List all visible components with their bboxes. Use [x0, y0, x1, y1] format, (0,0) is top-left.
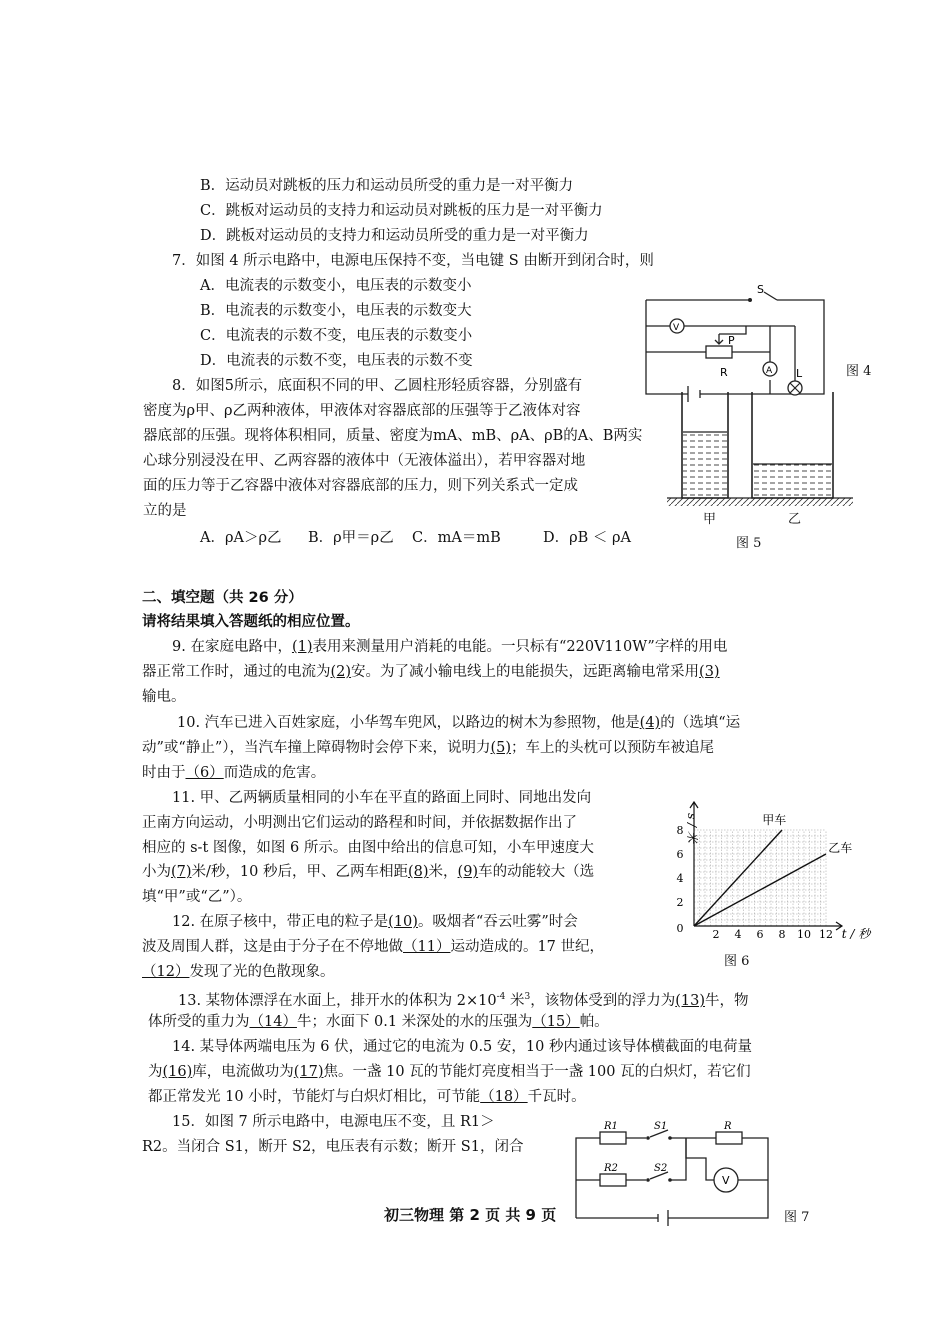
q11-line-2: 正南方向运动，小明测出它们运动的路程和时间，并依据数据作出了 [142, 815, 577, 831]
q10-line-3: 时由于（6）而造成的危害。 [142, 765, 326, 781]
blank-2: (2) [330, 664, 352, 680]
y-tick-label: 6 [676, 848, 684, 861]
blank-9: (9) [457, 864, 479, 880]
fig7-label-r2: R2 [604, 1163, 618, 1174]
q8-line-5: 面的压力等于乙容器中液体对容器底部的压力，则下列关系式一定成 [143, 478, 578, 494]
q7-option-b: B．电流表的示数变小，电压表的示数变大 [200, 303, 472, 319]
x-tick-label: 12 [819, 928, 833, 941]
q13-line-1: 13. 某物体漂浮在水面上，排开水的体积为 $2\times 10^{-4}$ 米$^3$，该物体受到的浮力为(13)牛，物 [178, 992, 749, 1009]
q12-line-2: 波及周围人群，这是由于分子在不停地做（11）运动造成的。17 世纪， [142, 939, 605, 955]
q15-line-1: 15．如图 7 所示电路中，电源电压不变，且 R1＞ [172, 1114, 495, 1130]
y-tick-label: 2 [676, 896, 684, 909]
q7-option-a: A．电流表的示数变小，电压表的示数变小 [200, 278, 472, 294]
fig4-label-s: S [757, 283, 764, 296]
blank-5: (5) [490, 740, 512, 756]
blank-13: (13) [675, 992, 705, 1009]
q11-line-3: 相应的 s-t 图像，如图 6 所示。由图中给出的信息可知，小车甲速度大 [142, 840, 594, 856]
q15-line-2: R2。当闭合 S1，断开 S2，电压表有示数；断开 S1，闭合 [142, 1139, 524, 1155]
fig7-label-s2: S2 [654, 1163, 668, 1174]
blank-6: （6） [185, 765, 224, 781]
blank-11: （11） [403, 939, 451, 955]
q12-line-3: （12）发现了光的色散现象。 [142, 964, 335, 980]
q14-line-1: 14. 某导体两端电压为 6 伏，通过它的电流为 0.5 安，10 秒内通过该导体横截面的电荷量 [172, 1039, 752, 1055]
fig4-voltmeter-label: V [673, 323, 680, 333]
q8-option-b: B．ρ甲＝ρ乙 [308, 530, 394, 546]
section-2-instruction: 请将结果填入答题纸的相应位置。 [142, 614, 360, 630]
q10-line-1: 10. 汽车已进入百姓家庭，小华驾车兜风，以路边的树木为参照物，他是(4)的（选填“运 [177, 715, 741, 731]
fig4-label-l: L [796, 367, 803, 380]
fig7-label-s1: S1 [654, 1121, 668, 1132]
q8-option-a: A．ρA＞ρ乙 [200, 530, 282, 546]
q8-line-4: 心球分别浸没在甲、乙两容器的液体中（无液体溢出），若甲容器对地 [143, 453, 586, 469]
series-label-yi: 乙车 [828, 841, 853, 855]
y-tick-label: 8 [676, 824, 684, 837]
x-tick-label: 10 [797, 928, 811, 941]
y-axis-label: s / 米 [685, 813, 699, 843]
q14-line-2: 为(16)库，电流做功为(17)焦。一盏 10 瓦的节能灯亮度相当于一盏 100 瓦的白炽灯，若它们 [148, 1064, 751, 1080]
figure-4-caption: 图 4 [846, 364, 872, 379]
q6-option-c: C．跳板对运动员的支持力和运动员对跳板的压力是一对平衡力 [200, 203, 603, 219]
x-axis-label: t / 秒 [841, 927, 871, 941]
x-tick-label: 4 [734, 928, 742, 941]
section-2-title: 二、填空题（共 26 分） [142, 590, 303, 606]
blank-14: （14） [249, 1014, 297, 1030]
blank-16: (16) [162, 1064, 193, 1080]
q8-line-2: 密度为ρ甲、ρ乙两种液体，甲液体对容器底部的压强等于乙液体对容 [143, 403, 581, 419]
series-label-jia: 甲车 [762, 813, 787, 827]
blank-7: (7) [171, 864, 192, 880]
q8-line-6: 立的是 [143, 503, 187, 519]
fig7-label-r: R [724, 1121, 732, 1132]
q7-stem: 7．如图 4 所示电路中，电源电压保持不变，当电键 S 由断开到闭合时，则 [172, 253, 654, 269]
q7-option-d: D．电流表的示数不变，电压表的示数不变 [200, 353, 473, 369]
origin-label: 0 [676, 922, 684, 935]
fig4-label-r: R [720, 366, 728, 379]
figure-5-label-jia: 甲 [703, 512, 717, 527]
q14-line-3: 都正常发光 10 小时，节能灯与白炽灯相比，可节能（18）千瓦时。 [148, 1089, 586, 1105]
blank-1: (1) [291, 639, 313, 655]
q6-option-d: D．跳板对运动员的支持力和运动员所受的重力是一对平衡力 [200, 228, 589, 244]
figure-6-st-graph [660, 790, 871, 950]
blank-18: （18） [480, 1089, 528, 1105]
blank-8: (8) [408, 864, 429, 880]
fig7-label-r1: R1 [604, 1121, 618, 1132]
figure-4-circuit [640, 282, 830, 402]
q9-line-1: 9. 在家庭电路中，(1)表用来测量用户消耗的电能。一只标有“220V110W”字样的用电 [172, 639, 728, 655]
figure-6-caption: 图 6 [724, 954, 750, 969]
q13-line-2: 体所受的重力为（14）牛；水面下 0.1 米深处的水的压强为（15）帕。 [148, 1014, 609, 1030]
figure-5-containers [665, 390, 855, 515]
q12-line-1: 12. 在原子核中，带正电的粒子是(10)。吸烟者“吞云吐雾”时会 [172, 914, 578, 930]
blank-12: （12） [142, 964, 190, 980]
fig4-ammeter-label: A [766, 366, 773, 376]
q7-option-c: C．电流表的示数不变，电压表的示数变小 [200, 328, 473, 344]
q10-line-2: 动”或“静止”），当汽车撞上障碍物时会停下来，说明力(5)；车上的头枕可以预防车被追尾 [142, 740, 715, 756]
q11-line-4: 小为(7)米/秒，10 秒后，甲、乙两车相距(8)米，(9)车的动能较大（选 [142, 864, 595, 880]
figure-5-label-yi: 乙 [788, 512, 802, 527]
figure-7-circuit [570, 1118, 780, 1228]
x-tick-label: 8 [778, 928, 786, 941]
q8-option-d: D．ρB ＜ ρA [543, 530, 632, 546]
blank-17: (17) [293, 1064, 324, 1080]
blank-3: (3) [699, 664, 720, 680]
q9-line-2: 器正常工作时，通过的电流为(2)安。为了减小输电线上的电能损失，远距离输电常采用(3) [142, 664, 720, 680]
blank-15: （15） [532, 1014, 580, 1030]
figure-7-caption: 图 7 [784, 1210, 810, 1225]
q8-option-c: C．mA＝mB [412, 530, 501, 546]
q9-line-3: 输电。 [142, 689, 186, 705]
q8-line-3: 器底部的压强。现将体积相同，质量、密度为mA、mB、ρA、ρB的A、B两实 [143, 428, 643, 444]
fig7-voltmeter-label: V [722, 1174, 730, 1187]
q6-option-b: B．运动员对跳板的压力和运动员所受的重力是一对平衡力 [200, 178, 574, 194]
fig4-label-p: P [728, 334, 735, 347]
x-tick-label: 2 [712, 928, 720, 941]
x-tick-label: 6 [756, 928, 764, 941]
q11-line-5: 填“甲”或“乙”）。 [142, 889, 252, 905]
y-tick-label: 4 [676, 872, 684, 885]
q8-line-1: 8．如图5所示，底面积不同的甲、乙圆柱形轻质容器，分别盛有 [172, 378, 582, 394]
blank-10: (10) [388, 914, 418, 930]
figure-5-caption: 图 5 [736, 536, 762, 551]
q11-line-1: 11. 甲、乙两辆质量相同的小车在平直的路面上同时、同地出发向 [172, 790, 592, 806]
page-footer: 初三物理 第 2 页 共 9 页 [384, 1206, 557, 1224]
blank-4: (4) [639, 715, 661, 731]
